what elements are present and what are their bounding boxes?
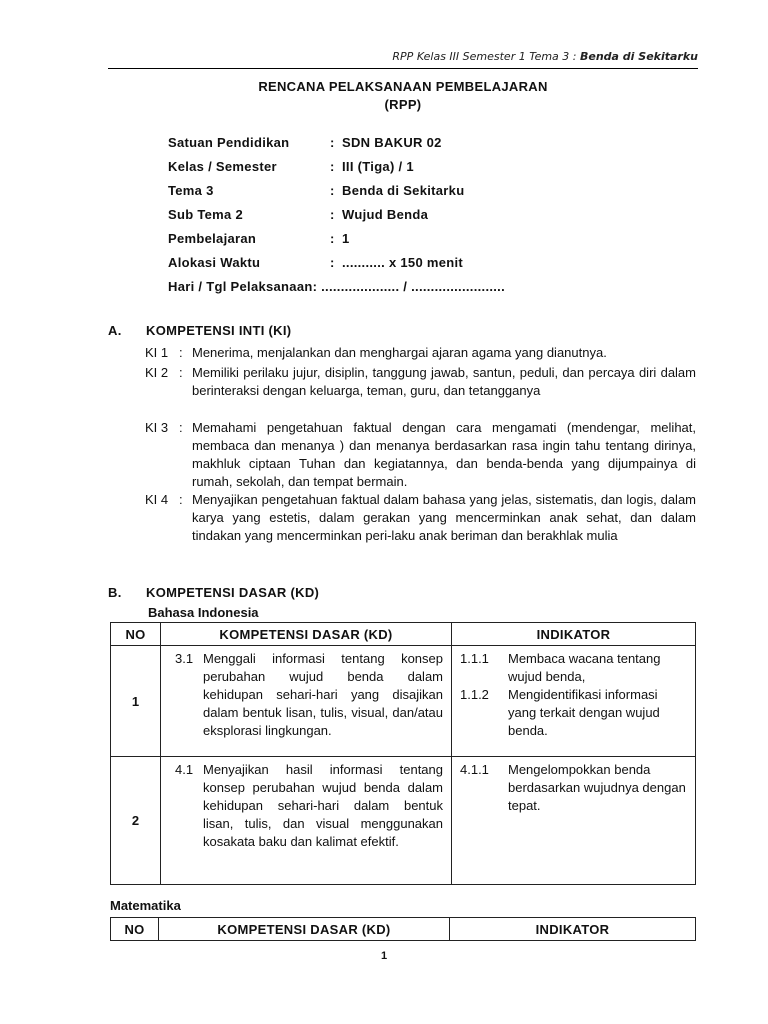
title-line-1: RENCANA PELAKSANAAN PEMBELAJARAN <box>258 79 548 94</box>
identity-row <box>168 135 505 159</box>
header-kd: KOMPETENSI DASAR (KD) <box>159 918 450 941</box>
identity-colon: : <box>330 231 335 246</box>
ki-colon: : <box>179 345 183 360</box>
kd-entry <box>175 761 443 851</box>
section-a-heading <box>108 323 291 338</box>
table-row <box>111 646 696 757</box>
kd-table-bahasa-indonesia <box>110 622 696 885</box>
identity-row <box>168 231 505 255</box>
identity-value: III (Tiga) / 1 <box>342 159 414 174</box>
kd-text: Menggali informasi tentang konsep perubahan wujud benda dalam kehidupan sehari-hari yang disajikan dalam bentuk lisan, tulis, visual, dan/atau eksplorasi lingkungan. <box>203 651 443 738</box>
section-a-letter: A. <box>108 323 122 338</box>
ki-text: Memiliki perilaku jujur, disiplin, tanggung jawab, santun, peduli, dan percaya diri dalam berinteraksi dengan keluarga, teman, guru, dan tetangganya <box>192 365 696 398</box>
ki-code: KI 1 <box>145 345 169 360</box>
identity-label: Satuan Pendidikan <box>168 135 290 150</box>
table-header-row <box>111 623 696 646</box>
indicator-entry <box>460 686 687 740</box>
identity-row-date <box>168 279 505 303</box>
identity-colon: : <box>330 183 335 198</box>
identity-label: Kelas / Semester <box>168 159 277 174</box>
kd-number: 3.1 <box>175 651 194 666</box>
identity-colon: : <box>330 135 335 150</box>
indicator-number: 1.1.2 <box>460 687 489 702</box>
ki-item <box>145 364 696 400</box>
identity-row <box>168 207 505 231</box>
ki-text: Menerima, menjalankan dan menghargai ajaran agama yang dianutnya. <box>192 345 607 360</box>
ki-text: Memahami pengetahuan faktual dengan cara mengamati (mendengar, melihat, membaca dan menanya ) dan menanya berdasarkan rasa ingin tahu tentang dirinya, makhluk ciptaan Tuhan dan kegiatannya, dan benda-benda yang dijumpainya di rumah, sekolah, dan tempat bermain. <box>192 420 696 489</box>
indicator-text: Membaca wacana tentang wujud benda, <box>508 651 661 684</box>
kd-table-matematika <box>110 917 696 941</box>
page-number: 1 <box>380 950 388 962</box>
ki-item <box>145 344 696 362</box>
identity-date-line: Hari / Tgl Pelaksanaan: .................... / ........................ <box>168 279 505 294</box>
identity-value: ........... x 150 menit <box>342 255 464 270</box>
section-a-title: KOMPETENSI INTI (KI) <box>146 323 292 338</box>
indikator-cell <box>452 757 696 885</box>
header-indikator: INDIKATOR <box>450 918 696 941</box>
section-b-title: KOMPETENSI DASAR (KD) <box>146 585 320 600</box>
subject-bahasa-indonesia: Bahasa Indonesia <box>148 605 259 620</box>
running-header-prefix: RPP Kelas III Semester 1 Tema 3 : <box>392 50 580 63</box>
identity-value: Wujud Benda <box>342 207 429 222</box>
indicator-entry <box>460 761 687 815</box>
header-rule <box>108 68 698 69</box>
row-number: 1 <box>111 646 161 757</box>
header-kd: KOMPETENSI DASAR (KD) <box>161 623 452 646</box>
ki-colon: : <box>179 365 183 380</box>
identity-colon: : <box>330 255 335 270</box>
identity-row <box>168 255 505 279</box>
ki-colon: : <box>179 492 183 507</box>
identity-label: Tema 3 <box>168 183 214 198</box>
indicator-entry <box>460 650 687 686</box>
indicator-number: 1.1.1 <box>460 651 489 666</box>
identity-row <box>168 183 505 207</box>
identity-colon: : <box>330 159 335 174</box>
kd-number: 4.1 <box>175 762 194 777</box>
kd-entry <box>175 650 443 740</box>
identity-label: Alokasi Waktu <box>168 255 261 270</box>
running-header-theme: Benda di Sekitarku <box>580 50 698 63</box>
identity-label: Pembelajaran <box>168 231 257 246</box>
section-b-heading <box>108 585 319 600</box>
header-no: NO <box>111 918 159 941</box>
table-row <box>111 757 696 885</box>
identity-value: SDN BAKUR 02 <box>342 135 442 150</box>
subject-matematika: Matematika <box>110 898 181 913</box>
ki-code: KI 3 <box>145 420 169 435</box>
indicator-text: Mengelompokkan benda berdasarkan wujudnya dengan tepat. <box>508 762 686 813</box>
indicator-number: 4.1.1 <box>460 762 489 777</box>
ki-item <box>145 419 696 491</box>
indicator-text: Mengidentifikasi informasi yang terkait dengan wujud benda. <box>508 687 660 738</box>
ki-code: KI 2 <box>145 365 169 380</box>
ki-text: Menyajikan pengetahuan faktual dalam bahasa yang jelas, sistematis, dan logis, dalam karya yang estetis, dalam gerakan yang mencerminkan anak sehat, dan dalam tindakan yang mencerminkan peri-laku anak beriman dan berakhlak mulia <box>192 492 696 543</box>
running-header <box>392 50 698 63</box>
kd-text: Menyajikan hasil informasi tentang konsep perubahan wujud benda dalam kehidupan sehari-hari dalam bentuk lisan, tulis, dan visual menggunakan kosakata baku dan kalimat efektif. <box>203 762 443 849</box>
identity-colon: : <box>330 207 335 222</box>
title-line-2: (RPP) <box>384 97 422 112</box>
identity-value: 1 <box>342 231 350 246</box>
table-header-row <box>111 918 696 941</box>
ki-colon: : <box>179 420 183 435</box>
identity-row <box>168 159 505 183</box>
section-b-letter: B. <box>108 585 122 600</box>
ki-code: KI 4 <box>145 492 169 507</box>
identity-value: Benda di Sekitarku <box>342 183 465 198</box>
kd-cell <box>161 757 452 885</box>
header-indikator: INDIKATOR <box>452 623 696 646</box>
indikator-cell <box>452 646 696 757</box>
header-no: NO <box>111 623 161 646</box>
ki-item <box>145 491 696 545</box>
identity-block <box>168 135 505 303</box>
identity-label: Sub Tema 2 <box>168 207 244 222</box>
document-title <box>108 78 698 114</box>
row-number: 2 <box>111 757 161 885</box>
kd-cell <box>161 646 452 757</box>
